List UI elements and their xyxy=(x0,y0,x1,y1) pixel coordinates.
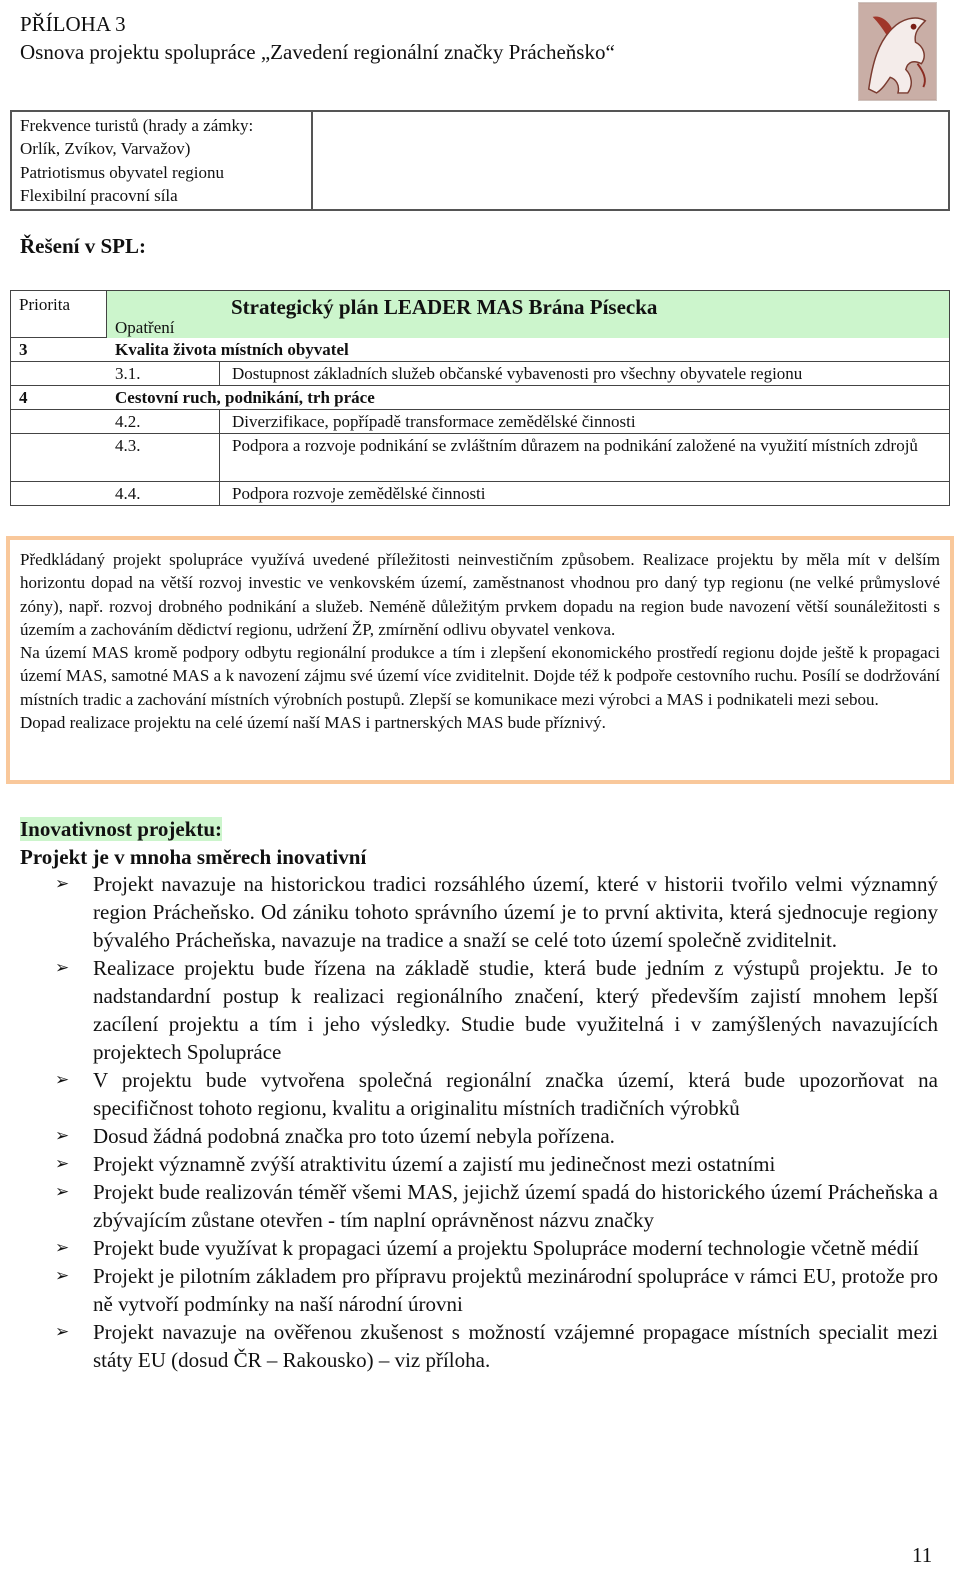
list-item xyxy=(20,1066,938,1122)
opportunity-line: Orlík, Zvíkov, Varvažov) xyxy=(20,139,191,159)
list-item-text: Dosud žádná podobná značka pro toto území nebyla pořízena. xyxy=(93,1124,615,1148)
column-divider xyxy=(219,362,220,385)
page-number: 11 xyxy=(912,1543,933,1567)
column-divider xyxy=(219,434,220,481)
prachensko-emblem-icon xyxy=(858,2,937,101)
arrow-bullet-icon: ➢ xyxy=(55,1126,70,1146)
measure-text: Podpora rozvoje zemědělské činnosti xyxy=(232,484,486,503)
list-item-text: Projekt bude realizován téměř všemi MAS, jejichž území spadá do historického území Prácheňska a zbývajícím zůstane otevřen - tím naplní oprávněnost názvu značky xyxy=(93,1180,938,1232)
arrow-bullet-icon: ➢ xyxy=(55,1266,70,1286)
opportunities-cell xyxy=(11,111,312,210)
priority-row xyxy=(10,386,950,410)
page-header xyxy=(20,10,615,66)
solution-heading: Řešení v SPL: xyxy=(20,234,146,258)
impact-paragraph: Na území MAS kromě podpory odbytu regionální produkce a tím i zlepšení ekonomického prostředí regionu dojde ještě k propagaci území MAS, samotné MAS a k navození zájmu své území více zviditelnit. Dojde též k podpoře cestovního ruchu. Posílí se dodržování místních tradic a zachování místních výrobních postupů. Zlepší se komunikace mezi výrobci a MAS i podnikateli mezi sebou. xyxy=(20,643,940,709)
appendix-title: PŘÍLOHA 3 xyxy=(20,12,126,36)
list-item xyxy=(20,1122,938,1150)
project-outline-title: Osnova projektu spolupráce „Zavedení regionální značky Prácheňsko“ xyxy=(20,40,615,64)
list-item xyxy=(20,954,938,1066)
innovation-list xyxy=(20,870,938,1374)
measure-label: Opatření xyxy=(115,318,175,337)
measure-row xyxy=(10,410,950,434)
innovation-subtitle: Projekt je v mnoha směrech inovativní xyxy=(20,845,367,869)
list-item xyxy=(20,1150,938,1178)
opportunity-line: Frekvence turistů (hrady a zámky: xyxy=(20,116,254,135)
arrow-bullet-icon: ➢ xyxy=(55,1154,70,1174)
measure-row xyxy=(10,434,950,482)
opportunity-line: Patriotismus obyvatel regionu xyxy=(20,162,224,182)
list-item xyxy=(20,1178,938,1234)
list-item-text: Projekt navazuje na historickou tradici rozsáhlého území, které v historii tvořilo velmi významný region Prácheňsko. Od zániku tohoto správního území je to první aktivita, která sjednocuje regiony bývalého Prácheňska, navazuje na tradice a snaží se celé toto území společně zviditelnit. xyxy=(93,872,938,952)
spl-header-row xyxy=(10,290,950,338)
arrow-bullet-icon: ➢ xyxy=(55,1322,70,1342)
impact-box xyxy=(6,536,954,784)
list-item xyxy=(20,1234,938,1262)
arrow-bullet-icon: ➢ xyxy=(55,1070,70,1090)
list-item-text: Projekt je pilotním základem pro přípravu projektů mezinárodní spolupráce v rámci EU, protože pro ně vytvoří podmínky na naší národní úrovni xyxy=(93,1264,938,1316)
innovation-heading xyxy=(20,815,222,843)
list-item-text: V projektu bude vytvořena společná regionální značka území, která bude upozorňovat na specifičnost tohoto regionu, kvalitu a originalitu místních tradičních výrobků xyxy=(93,1068,938,1120)
measure-row xyxy=(10,362,950,386)
list-item xyxy=(20,1262,938,1318)
innovation-title: Inovativnost projektu: xyxy=(20,817,223,841)
list-item-text: Projekt bude využívat k propagaci území a projektu Spolupráce moderní technologie včetně médií xyxy=(93,1236,919,1260)
measure-text: Podpora a rozvoje podnikání se zvláštním důrazem na podnikání založené na využití místních zdrojů xyxy=(232,436,918,455)
column-divider xyxy=(219,410,220,433)
priority-label: Priorita xyxy=(19,295,70,314)
measure-code: 4.3. xyxy=(115,436,141,455)
list-item xyxy=(20,870,938,954)
list-item-text: Projekt významně zvýší atraktivitu území a zajistí mu jedinečnost mezi ostatními xyxy=(93,1152,776,1176)
arrow-bullet-icon: ➢ xyxy=(55,958,70,978)
priority-row xyxy=(10,338,950,362)
opportunity-line: Flexibilní pracovní síla xyxy=(20,185,178,205)
measure-row xyxy=(10,482,950,506)
measure-text: Diverzifikace, popřípadě transformace zemědělské činnosti xyxy=(232,412,636,431)
measure-text: Dostupnost základních služeb občanské vybavenosti pro všechny obyvatele regionu xyxy=(232,364,803,383)
list-item xyxy=(20,1318,938,1374)
measure-code: 4.4. xyxy=(115,484,141,503)
column-divider xyxy=(219,482,220,505)
arrow-bullet-icon: ➢ xyxy=(55,1182,70,1202)
impact-paragraph: Dopad realizace projektu na celé území naší MAS i partnerských MAS bude příznivý. xyxy=(20,713,606,733)
impact-paragraph: Předkládaný projekt spolupráce využívá uvedené příležitosti neinvestičním způsobem. Realizace projektu by měla mít v delším horizontu dopad na větší rozvoj investic ve venkovském území, zaměstnanost vhodnou pro daný typ regionu (ne velké průmyslové zóny), např. rozvoj drobného podnikání a služeb. Neméně důležitým prvkem dopadu na region bude navození větší sounáležitosti s územím a zachováním dědictví regionu, udržení ŽP, zmírnění odlivu obyvatel venkova. xyxy=(20,550,940,639)
list-item-text: Projekt navazuje na ověřenou zkušenost s možností vzájemné propagace místních specialit mezi státy EU (dosud ČR – Rakousko) – viz příloha. xyxy=(93,1320,938,1372)
priority-text: Kvalita života místních obyvatel xyxy=(115,340,349,359)
measure-code: 4.2. xyxy=(115,412,141,431)
emblem-graphic xyxy=(859,3,936,100)
priority-number: 3 xyxy=(19,340,28,359)
measure-code: 3.1. xyxy=(115,364,141,383)
empty-cell xyxy=(312,111,949,210)
list-item-text: Realizace projektu bude řízena na základě studie, která bude jedním z výstupů projektu. Je to nadstandardní postup k realizaci regionálního značení, který především zajistí mnohem lepší zacílení projektu a tím i jeho výsledky. Studie bude využitelná i v zamýšlených navazujících projektech Spolupráce xyxy=(93,956,938,1064)
plan-title: Strategický plán LEADER MAS Brána Písecka xyxy=(231,295,658,319)
arrow-bullet-icon: ➢ xyxy=(55,874,70,894)
spl-table xyxy=(10,290,950,506)
priority-number: 4 xyxy=(19,388,28,407)
arrow-bullet-icon: ➢ xyxy=(55,1238,70,1258)
opportunities-table xyxy=(10,110,950,211)
priority-text: Cestovní ruch, podnikání, trh práce xyxy=(115,388,375,407)
